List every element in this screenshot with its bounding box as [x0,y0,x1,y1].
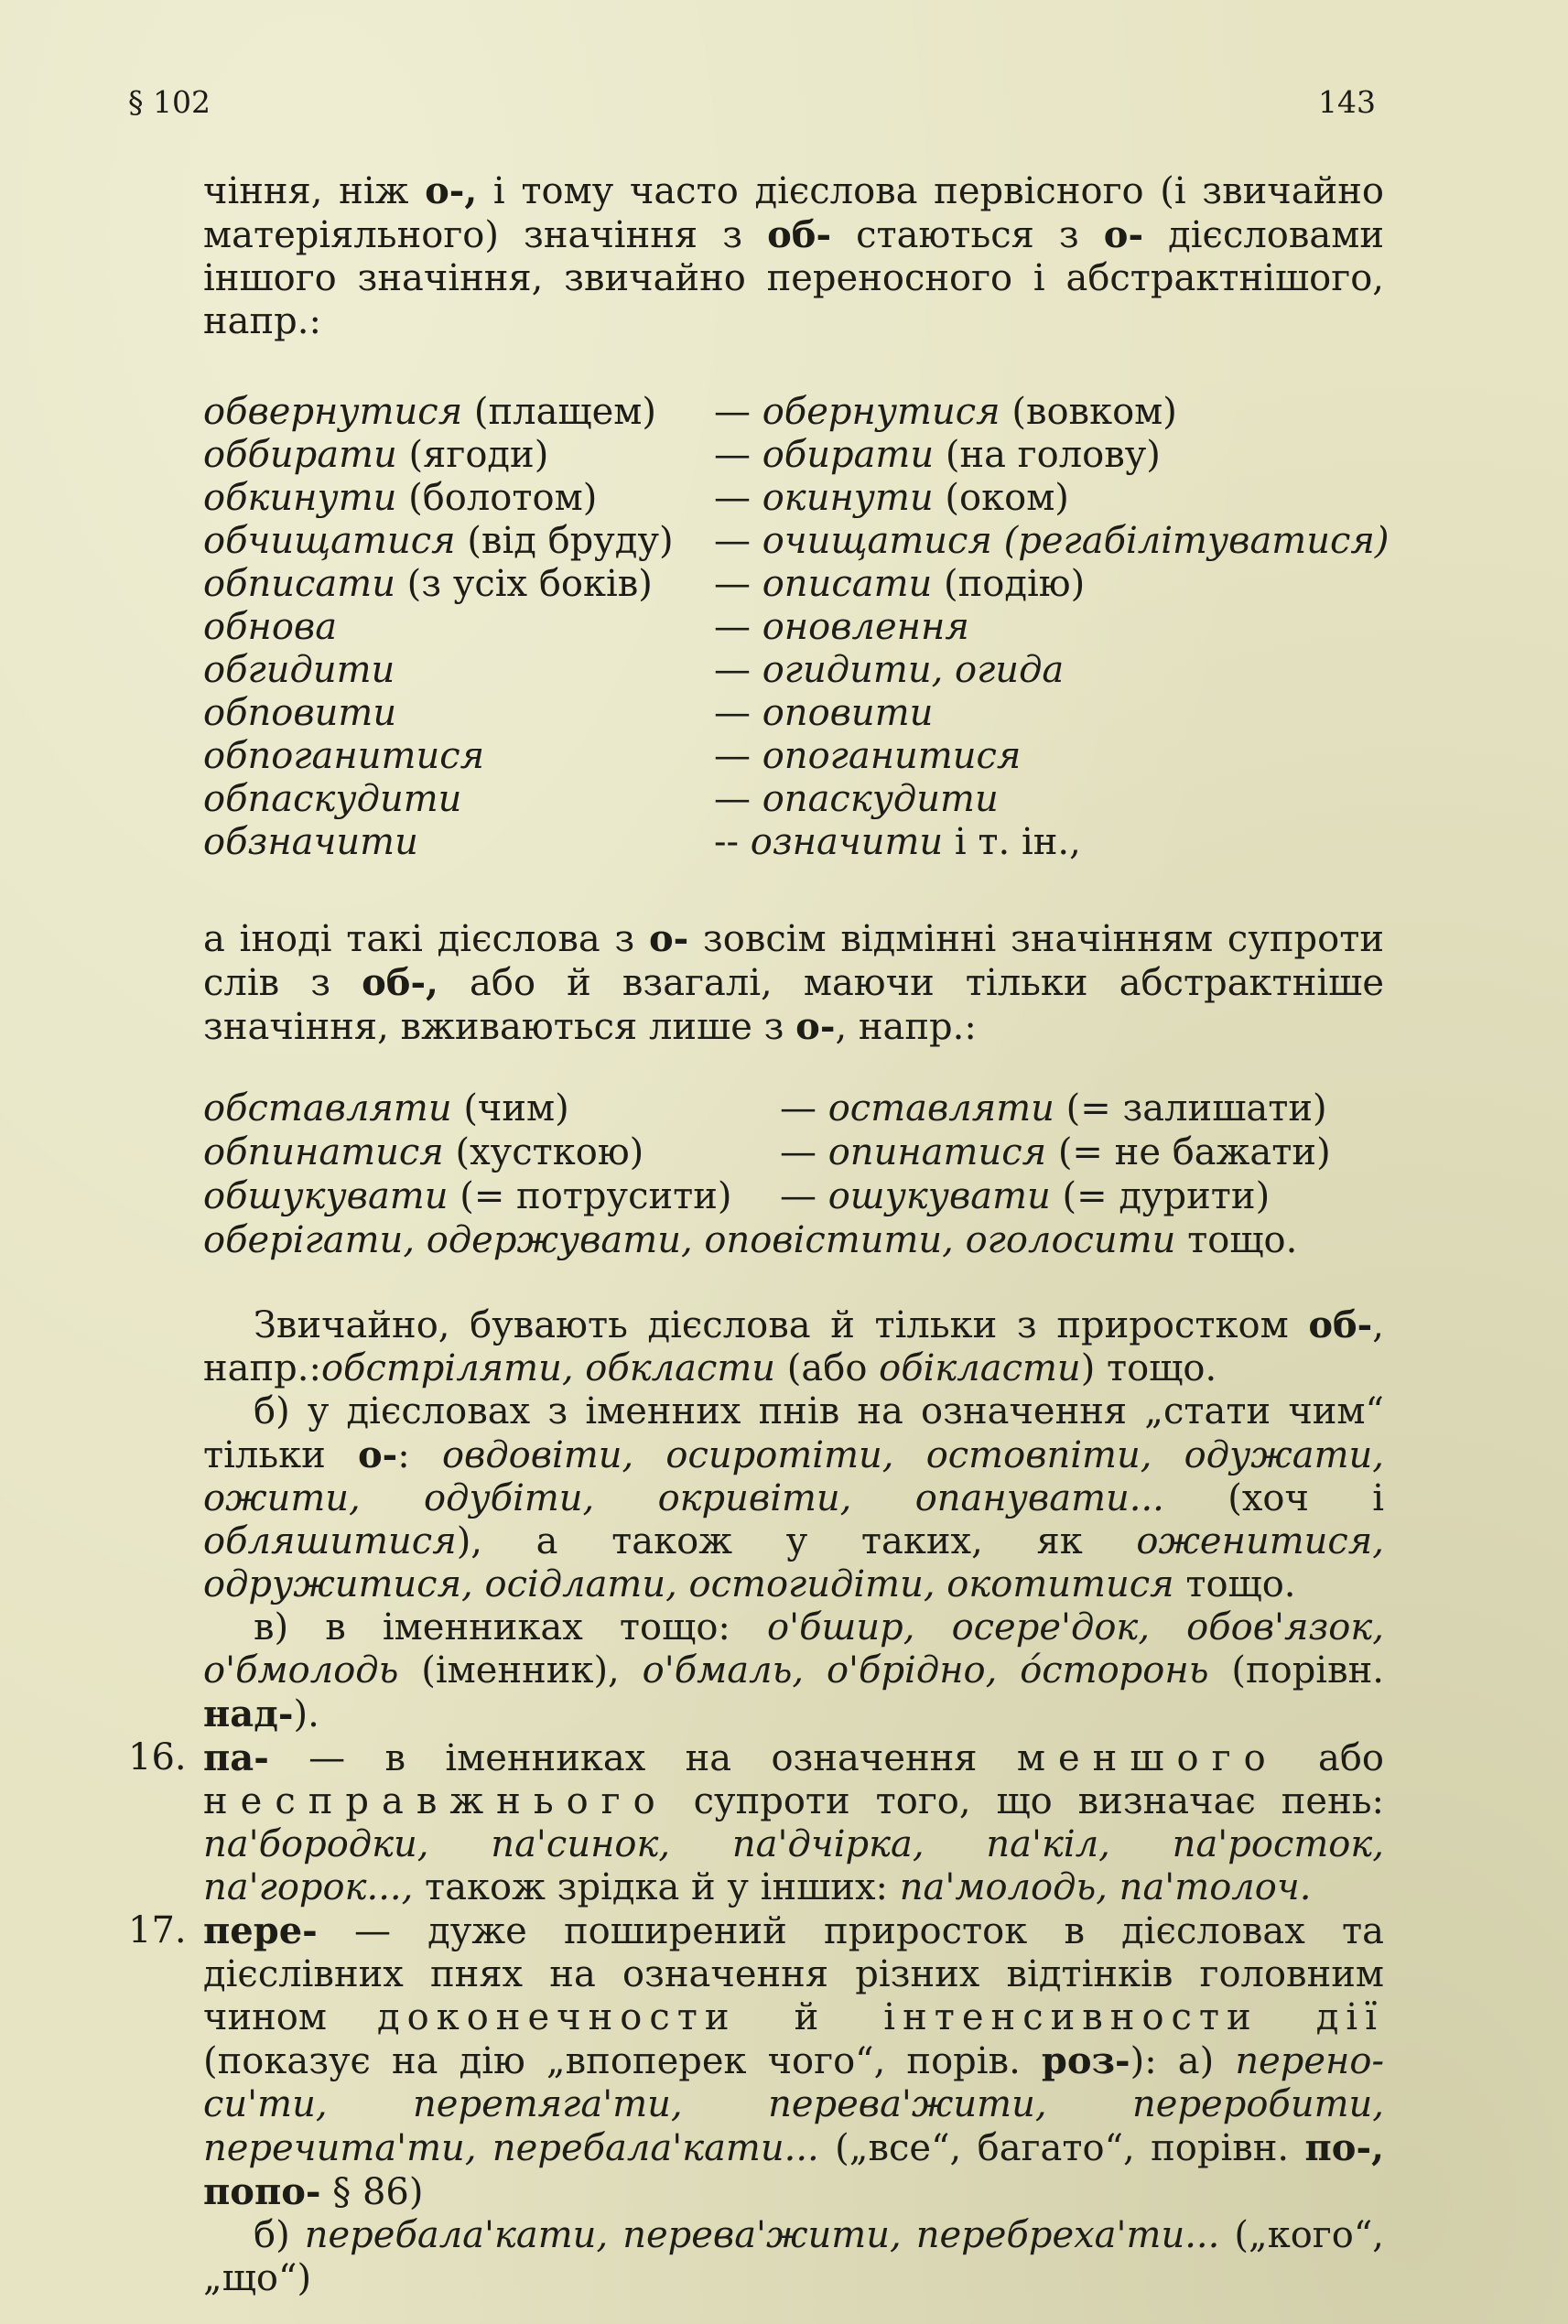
pair-left [203,520,674,563]
word-list-line [203,1219,1384,1263]
page-body [128,169,1390,2300]
word-italic: означити [750,821,944,863]
dash: — [714,692,762,734]
prefix-bold: о- [795,1005,836,1048]
pair-right [714,778,999,821]
pair-right [714,520,1389,563]
pair-left [203,649,395,692]
word-italic: перено-си'ти, перетяга'ти, перева'жити, переробити, перечита'ти, перебала'кати... [203,2040,1384,2169]
word-italic: о'бмаль, о'брідно, о́сторонь [642,1649,1209,1692]
word-italic: обставляти [203,1087,452,1130]
text-run: також зрідка й у інших: [413,1866,900,1908]
pair-right [714,477,1069,520]
word-note: (подію) [932,563,1086,605]
word-italic: оставляти [827,1087,1054,1130]
word-italic: обписати [203,563,395,605]
word-italic: обікласти [879,1347,1081,1389]
text-run: Звичайно, бувають дієслова й тільки з приростком [254,1304,1309,1346]
pair-right [714,692,933,735]
dash: -- [714,821,751,863]
word-italic: обпаскудити [203,778,462,820]
item-number: 17. [128,1909,187,1951]
word-pair [203,692,1384,735]
text-run: — дуже поширений приросток в дієсловах та дієслівних пнях на означення різних відтінків головним чином [203,1910,1384,2038]
word-italic: обзначити [203,821,418,863]
text-run: , напр.: [835,1006,977,1048]
pair-right [780,1175,1270,1218]
list-line [203,1219,1297,1262]
word-italic: оббирати [203,434,397,476]
text-run: б) у дієсловах з іменних пнів на означення „стати чим“ тільки [203,1390,1384,1476]
word-italic: оженитися, одружитися, осідлати, остогидіти, окотитися [203,1520,1384,1605]
word-italic: па'бородки, па'синок, па'дчірка, па'кіл, па'росток, па'горок..., [203,1823,1384,1908]
dash: — [714,735,762,777]
pair-left [203,1175,732,1218]
pair-left [203,735,484,778]
dash: — [714,778,762,820]
text-run: : [397,1434,442,1476]
text-run: стаються з [831,214,1104,256]
spaced-text: доконечности й інтенсивности дії [377,1996,1384,2038]
pair-left [203,563,653,606]
word-note: (= не бажати) [1046,1131,1331,1173]
word-italic: обирати [762,434,935,476]
prefix-bold: пере- [203,1909,318,1952]
word-pair [203,391,1384,434]
word-note: (чим) [451,1087,569,1130]
text-run: а іноді такі дієслова з [203,918,649,960]
pair-left [203,821,418,864]
text-run: (порівн. [1208,1649,1384,1692]
word-italic: оновлення [762,606,969,648]
word-pair [203,821,1384,864]
section-number: § 102 [128,84,211,120]
word-note: (від бруду) [455,520,674,562]
word-note: (оком) [933,477,1069,519]
word-pair [203,1131,1384,1175]
page-number: 143 [1318,84,1376,120]
prefix-bold: роз- [1041,2039,1130,2082]
word-pair [203,778,1384,821]
word-italic: обвернутися [203,391,463,433]
word-note: (= потрусити) [448,1175,732,1217]
text-run: чіння, ніж [203,170,426,212]
word-italic: описати [762,563,933,605]
word-pairs-list-2 [203,1087,1384,1263]
word-italic: окинути [762,477,934,519]
dash: — [714,477,762,519]
text-run: ) тощо. [1080,1347,1217,1389]
text-run: , напр.: [203,1304,1384,1389]
text-run: ), а також у таких, як [456,1520,1137,1562]
spaced-text: меншого [1016,1737,1279,1779]
dash: — [714,563,762,605]
word-italic: обкинути [203,477,397,519]
intro-paragraph [203,169,1384,343]
pair-left [203,477,597,520]
word-italic: перебала'кати, перева'жити, перебреха'ти... [304,2214,1220,2256]
pair-right [714,391,1177,434]
dash: — [780,1087,828,1130]
dash: — [714,606,762,648]
text-run: зовсім відмінні значінням супроти слів з [203,918,1384,1004]
text-run: (хоч і [1163,1477,1384,1519]
numbered-item-17 [128,1909,1385,2214]
word-italic: оберігати, одержувати, оповістити, оголосити [203,1219,1176,1261]
pair-left [203,692,396,735]
word-italic: огидити, огида [762,649,1065,691]
word-note: (= залишати) [1054,1087,1327,1130]
word-pair [203,735,1384,778]
prefix-bold: о- [648,917,689,960]
word-pair [203,1087,1384,1131]
pair-right [714,606,969,649]
word-italic: очищатися (регабілітуватися) [762,520,1390,562]
dash: — [780,1175,828,1217]
word-italic: обнова [203,606,338,648]
text-run: б) [254,2214,305,2256]
paragraph-b2 [203,2214,1384,2300]
word-italic: оповити [762,692,934,734]
prefix-bold: об- [1308,1303,1373,1346]
page-header [128,84,1376,130]
pair-right [714,735,1021,778]
word-italic: обляшитися [203,1520,457,1562]
word-italic: обшукувати [203,1175,449,1217]
word-italic: обчищатися [203,520,456,562]
word-note: (= дурити) [1050,1175,1271,1217]
dash: — [714,434,762,476]
word-note: (з усіх боків) [395,563,653,605]
prefix-bold: па- [203,1736,269,1779]
dash: — [714,520,762,562]
pair-right [780,1087,1327,1130]
text-run: тощо. [1175,1219,1298,1261]
word-italic: па'молодь, па'толоч. [899,1866,1312,1908]
word-pair [203,1175,1384,1219]
dash: — [714,391,762,433]
paragraph-v [203,1606,1384,1736]
word-italic: о'бшир, осере'док, обов'язок, о'бмолодь [203,1606,1384,1692]
word-pair [203,649,1384,692]
spaced-text: несправжнього [203,1780,668,1822]
word-note: (вовком) [1000,391,1177,433]
prefix-bold: об- [767,213,832,256]
text-run: або [1278,1737,1385,1779]
text-run: — в іменниках на означення [268,1737,1017,1779]
word-italic: овдовіти, осиротіти, остовпіти, одужати, ожити, одубіти, окривіти, опанувати... [203,1434,1384,1519]
prefix-bold: по-, попо- [203,2126,1385,2213]
prefix-bold: об-, [362,961,438,1004]
text-run: („кого“, „що“) [203,2214,1385,2299]
word-note: (болотом) [396,477,598,519]
word-italic: обпоганитися [203,735,485,777]
prefix-bold: над- [203,1692,294,1735]
dash: — [780,1131,828,1173]
pair-right [714,649,1064,692]
text-run: дієсловами іншого значіння, звичайно переносного і абстрактнішого, напр.: [203,214,1384,342]
text-run: і тому часто дієслова первісного (і звичайно матеріяльного) значіння з [203,170,1385,256]
text-run: в) в іменниках тощо: [254,1606,767,1648]
word-note: (плащем) [462,391,657,433]
word-italic: обернутися [762,391,1000,433]
text-run: ). [293,1693,319,1735]
pair-left [203,606,337,649]
text-run: або й взагалі, маючи тільки абстрактніше значіння, вживаються лише з [203,962,1384,1048]
dash: — [714,649,762,691]
word-italic: обгидити [203,649,395,691]
pair-right [714,821,1081,864]
prefix-bold: о-, [425,169,478,212]
prefix-bold: о- [1103,213,1144,256]
text-run: (показує на дію „впоперек чого“, порів. [203,2040,1042,2082]
word-italic: обпинатися [203,1131,444,1173]
item-number: 16. [128,1736,187,1778]
pair-left [203,1131,643,1174]
word-note: і т. ін., [943,821,1081,863]
pair-left [203,391,656,434]
word-italic: обстріляти, обкласти [320,1347,776,1389]
text-run: ): а) [1130,2040,1236,2082]
word-italic: ошукувати [827,1175,1051,1217]
numbered-item-16 [128,1736,1385,1909]
word-pair [203,477,1384,520]
word-italic: опоганитися [762,735,1022,777]
pair-right [714,563,1085,606]
paragraph-second [203,917,1384,1049]
text-run: (або [775,1347,880,1389]
word-italic: опаскудити [762,778,999,820]
word-pair [203,520,1390,563]
word-italic: обповити [203,692,397,734]
pair-left [203,434,548,477]
text-run: супроти того, що визначає пень: [667,1780,1384,1822]
word-note: (ягоди) [396,434,549,476]
text-run: (іменник), [398,1649,643,1692]
word-italic: опинатися [827,1131,1047,1173]
pair-right [714,434,1161,477]
text-run: („все“, багато“, порівн. [818,2127,1305,2169]
pair-right [780,1131,1331,1174]
paragraph-b [203,1390,1384,1606]
paragraph-third [203,1303,1384,1390]
text-run: § 86) [320,2171,424,2213]
word-pair [203,563,1384,606]
word-note: (на голову) [934,434,1161,476]
word-pairs-list [203,391,1390,864]
word-note: (хусткою) [443,1131,644,1173]
text-run: тощо. [1173,1563,1296,1605]
pair-left [203,778,461,821]
prefix-bold: о- [357,1433,398,1476]
pair-left [203,1087,569,1130]
word-pair [203,434,1384,477]
word-pair [203,606,1384,649]
